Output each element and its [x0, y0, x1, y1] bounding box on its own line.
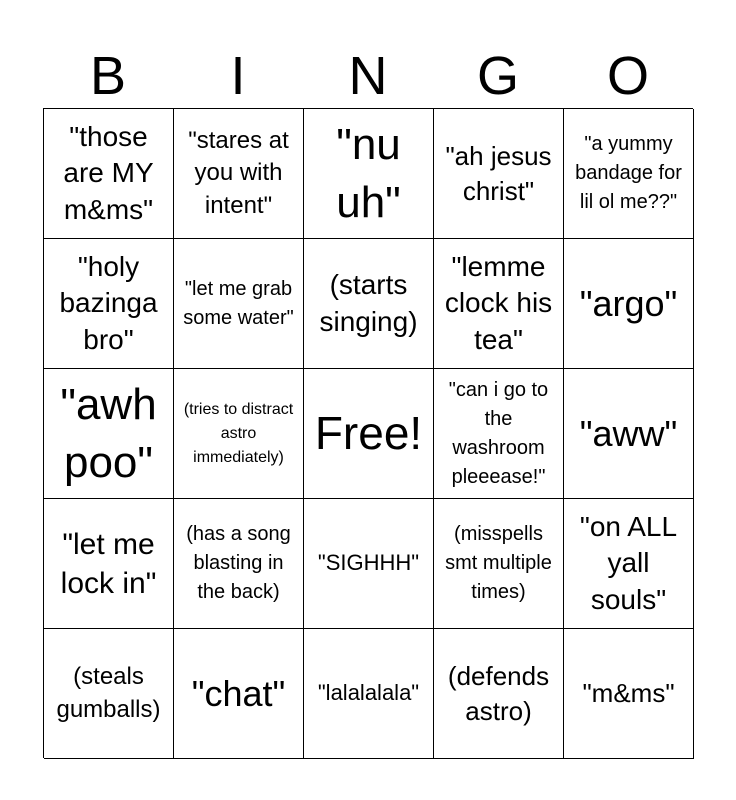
cell-text: (starts singing)	[319, 269, 418, 337]
cell-text: "let me lock in"	[60, 527, 157, 600]
bingo-cell[interactable]	[434, 239, 564, 369]
bingo-cell[interactable]	[44, 629, 174, 759]
bingo-cell[interactable]	[564, 499, 694, 629]
cell-text: "lemme clock his tea"	[444, 250, 553, 355]
cell-text: "stares at you with intent"	[188, 126, 289, 219]
cell-text: "can i go to the washroom pleeease!"	[448, 378, 549, 488]
header-letter-o: O	[606, 46, 649, 106]
cell-text: "ah jesus christ"	[445, 140, 552, 206]
cell-text: Free!	[314, 406, 423, 459]
bingo-cell[interactable]	[174, 629, 304, 759]
bingo-cell[interactable]	[304, 629, 434, 759]
bingo-cell[interactable]	[304, 109, 434, 239]
cell-text: "let me grab some water"	[183, 277, 294, 329]
bingo-cell[interactable]	[564, 369, 694, 499]
cell-text: (misspells smt multiple times)	[445, 523, 552, 603]
bingo-card-grid	[43, 108, 693, 758]
bingo-cell[interactable]	[44, 499, 174, 629]
bingo-cell[interactable]	[564, 109, 694, 239]
bingo-cell[interactable]	[174, 109, 304, 239]
bingo-cell[interactable]	[44, 369, 174, 499]
cell-text: "m&ms"	[582, 678, 675, 709]
header-letter-g: G	[476, 46, 519, 106]
bingo-cell[interactable]	[44, 109, 174, 239]
header-letter-i: I	[230, 46, 246, 106]
cell-text: "nu uh"	[336, 120, 401, 227]
cell-text: (tries to distract astro immediately)	[183, 400, 294, 466]
bingo-cell[interactable]	[174, 369, 304, 499]
bingo-cell[interactable]	[434, 499, 564, 629]
cell-text: "chat"	[191, 672, 286, 714]
bingo-cell[interactable]	[304, 499, 434, 629]
cell-text: "on ALL yall souls"	[579, 510, 678, 615]
cell-text: (steals gumballs)	[56, 663, 161, 723]
cell-text: "those are MY m&ms"	[63, 120, 154, 225]
bingo-cell-free[interactable]	[304, 369, 434, 499]
bingo-cell[interactable]	[564, 629, 694, 759]
cell-text: "SIGHHH"	[317, 550, 420, 576]
cell-text: "lalalalala"	[317, 680, 420, 706]
header-letter-b: B	[89, 46, 127, 106]
cell-text: "argo"	[579, 282, 678, 324]
bingo-cell[interactable]	[564, 239, 694, 369]
bingo-cell[interactable]	[174, 239, 304, 369]
bingo-cell[interactable]	[44, 239, 174, 369]
bingo-cell[interactable]	[174, 499, 304, 629]
cell-text: "holy bazinga bro"	[59, 250, 158, 355]
bingo-cell[interactable]	[304, 239, 434, 369]
cell-text: (has a song blasting in the back)	[186, 523, 291, 603]
bingo-header	[43, 44, 693, 108]
bingo-cell[interactable]	[434, 109, 564, 239]
cell-text: "aww"	[579, 412, 678, 454]
bingo-cell[interactable]	[434, 369, 564, 499]
cell-text: "awh poo"	[60, 380, 157, 487]
cell-text: (defends astro)	[447, 660, 550, 726]
bingo-cell[interactable]	[434, 629, 564, 759]
cell-text: "a yummy bandage for lil ol me??"	[575, 133, 682, 213]
header-letter-n: N	[348, 46, 388, 106]
